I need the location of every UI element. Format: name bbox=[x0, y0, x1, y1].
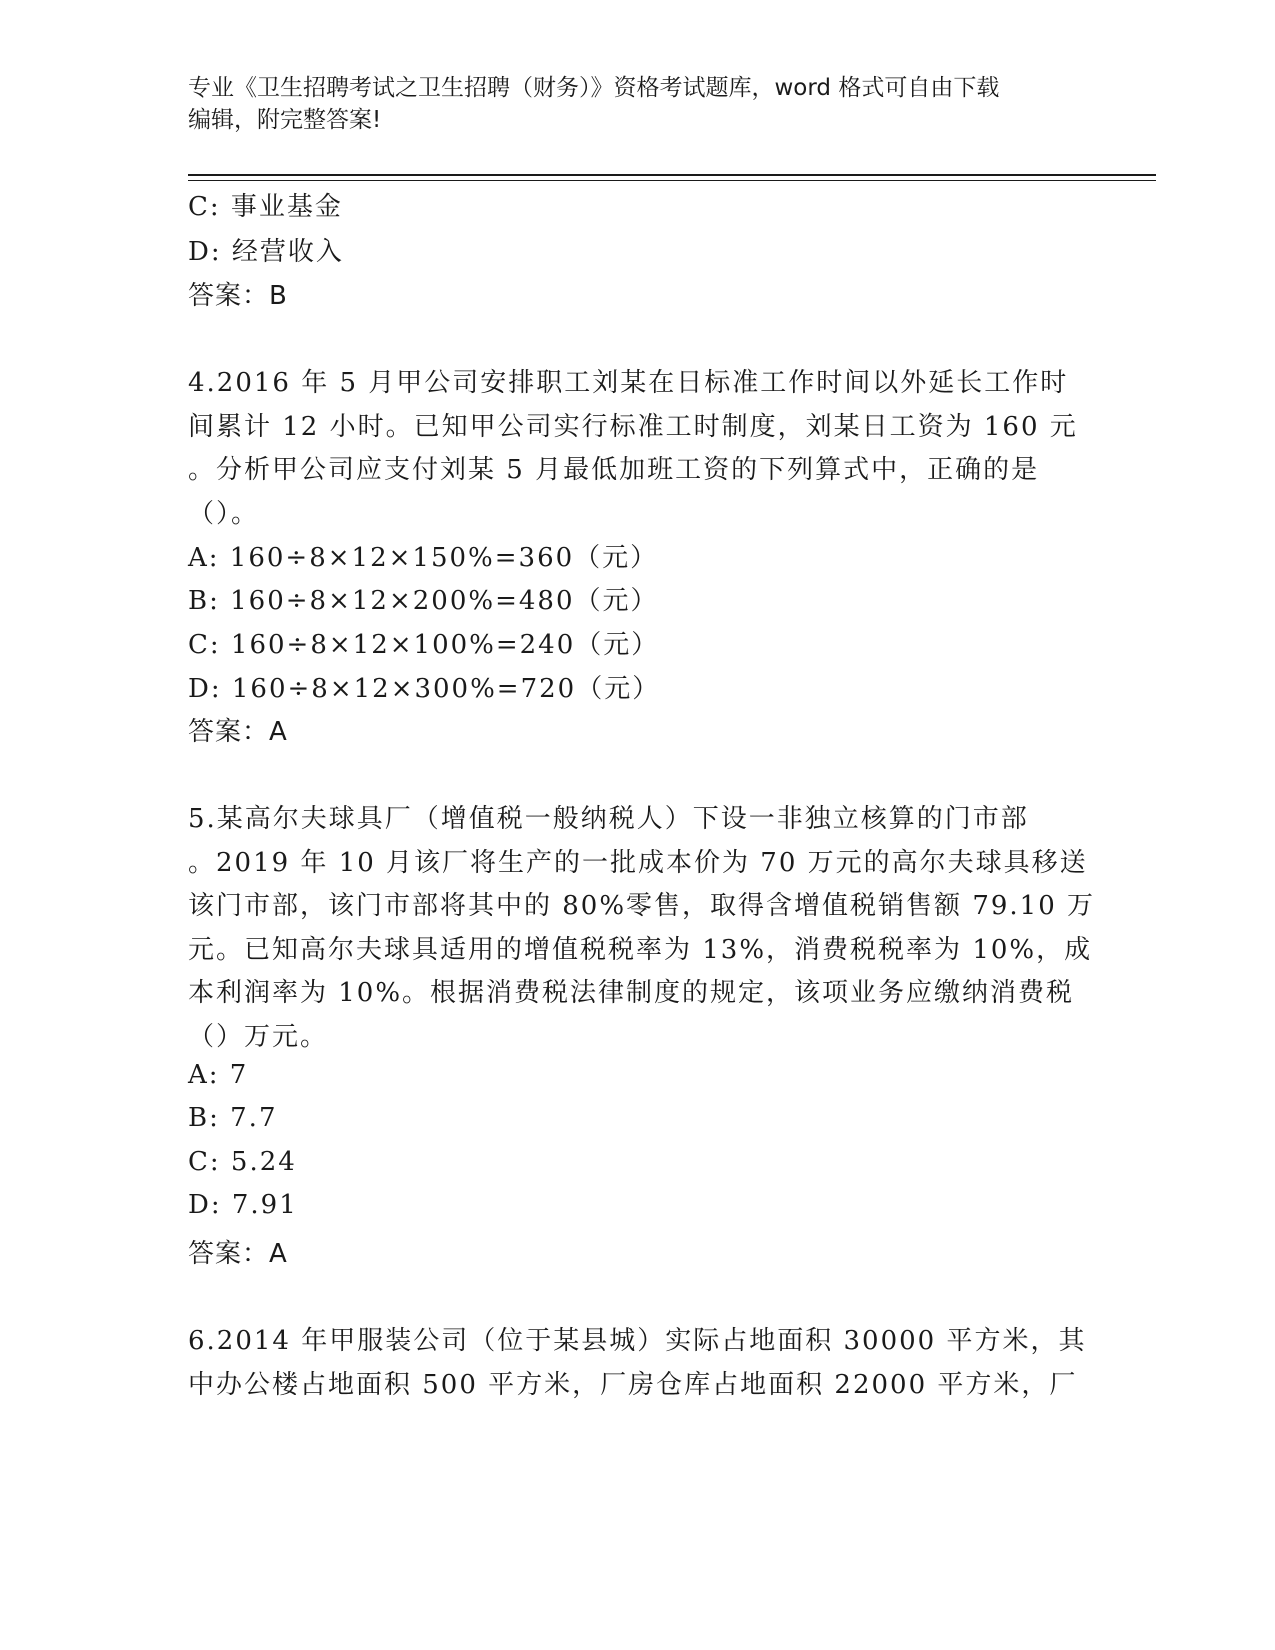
q5-option-b: B: 7.7 bbox=[188, 1103, 278, 1133]
q3-option-c: C: 事业基金 bbox=[188, 192, 343, 222]
q5-stem-line: 本利润率为 10%。根据消费税法律制度的规定，该项业务应缴纳消费税 bbox=[188, 978, 1075, 1008]
q5-stem-line: 元。已知高尔夫球具适用的增值税税率为 13%，消费税税率为 10%，成 bbox=[188, 935, 1093, 965]
q4-stem-line: 4.2016 年 5 月甲公司安排职工刘某在日标准工作时间以外延长工作时 bbox=[188, 368, 1069, 398]
page-header bbox=[188, 72, 1088, 136]
header-line-2: 编辑，附完整答案! bbox=[188, 107, 382, 133]
q5-stem-line: 该门市部，该门市部将其中的 80%零售，取得含增值税销售额 79.10 万 bbox=[188, 891, 1096, 921]
header-divider-thin bbox=[188, 180, 1156, 181]
header-divider-thick bbox=[188, 174, 1156, 176]
q4-stem-line: 。分析甲公司应支付刘某 5 月最低加班工资的下列算式中，正确的是 bbox=[188, 455, 1040, 485]
q4-stem-line: （）。 bbox=[188, 499, 260, 529]
q3-option-d: D: 经营收入 bbox=[188, 237, 344, 267]
q4-option-b: B: 160÷8×12×200%=480（元） bbox=[188, 586, 659, 616]
q5-option-c: C: 5.24 bbox=[188, 1147, 297, 1177]
q6-stem-line: 6.2014 年甲服装公司（位于某县城）实际占地面积 30000 平方米，其 bbox=[188, 1326, 1087, 1356]
q5-stem-line: （）万元。 bbox=[188, 1022, 329, 1052]
q4-option-a: A: 160÷8×12×150%=360（元） bbox=[188, 543, 659, 573]
q5-stem-line: 5.某高尔夫球具厂（增值税一般纳税人）下设一非独立核算的门市部 bbox=[188, 804, 1029, 834]
q5-stem-line: 。2019 年 10 月该厂将生产的一批成本价为 70 万元的高尔夫球具移送 bbox=[188, 848, 1088, 878]
q4-option-d: D: 160÷8×12×300%=720（元） bbox=[188, 674, 661, 704]
q6-stem-line: 中办公楼占地面积 500 平方米，厂房仓库占地面积 22000 平方米，厂 bbox=[188, 1370, 1078, 1400]
q3-answer: 答案：B bbox=[188, 281, 288, 311]
q5-option-a: A: 7 bbox=[188, 1060, 249, 1090]
q4-option-c: C: 160÷8×12×100%=240（元） bbox=[188, 630, 660, 660]
q4-stem-line: 间累计 12 小时。已知甲公司实行标准工时制度，刘某日工资为 160 元 bbox=[188, 412, 1078, 442]
header-line-1: 专业《卫生招聘考试之卫生招聘（财务）》资格考试题库，word 格式可自由下载 bbox=[188, 75, 1000, 101]
q5-answer: 答案：A bbox=[188, 1239, 288, 1269]
q4-answer: 答案：A bbox=[188, 717, 288, 747]
q5-option-d: D: 7.91 bbox=[188, 1190, 298, 1220]
